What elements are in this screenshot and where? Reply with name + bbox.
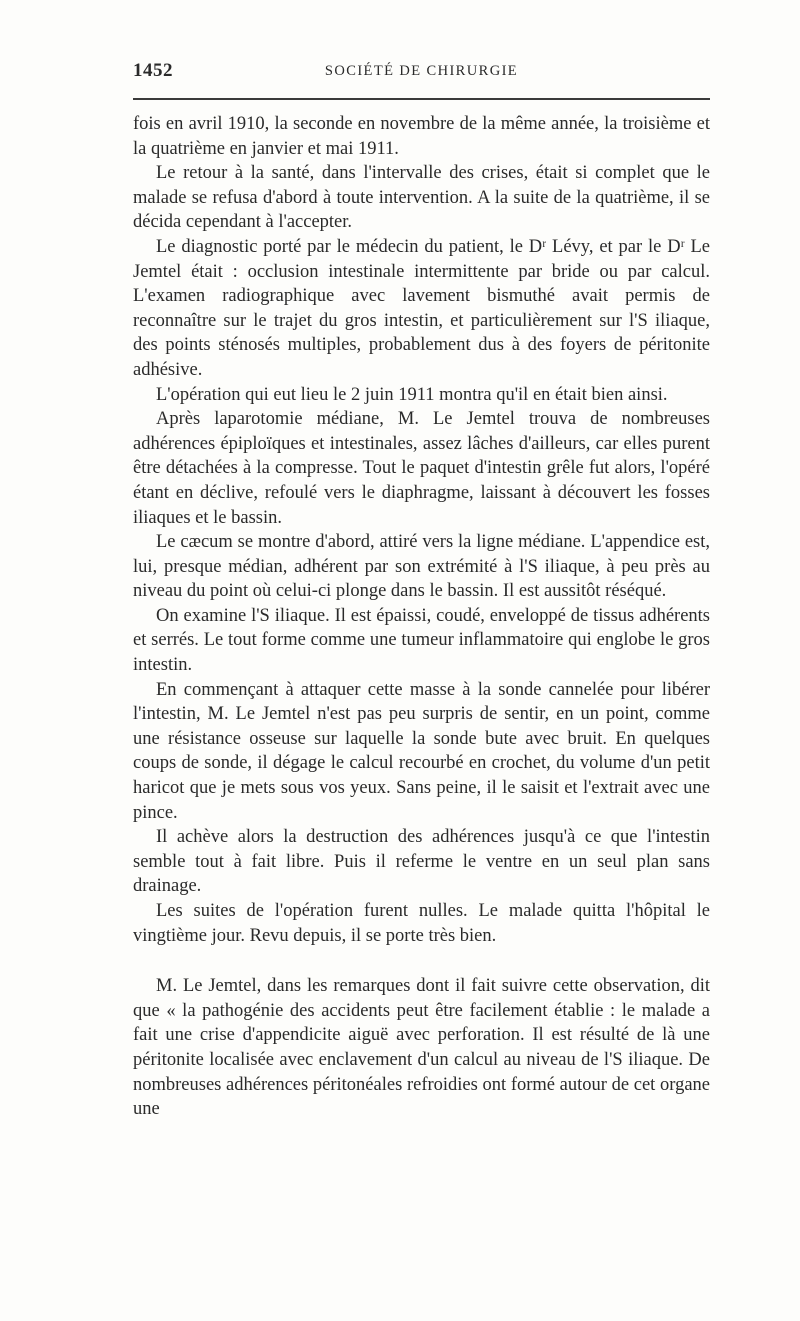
running-head: SOCIÉTÉ DE CHIRURGIE bbox=[324, 63, 519, 79]
paragraph: On examine l'S iliaque. Il est épaissi, coudé, enveloppé de tissus adhérents et serrés. Le tout forme comme une tumeur inflammatoire qui englobe le gros intestin. bbox=[133, 605, 710, 676]
paragraph: En commençant à attaquer cette masse à la sonde cannelée pour libérer l'intestin, M. Le Jemtel n'est pas peu surpris de sentir, en un point, comme une résistance osseuse sur laquelle la sonde bute avec bruit. En quelques coups de sonde, il dégage le calcul recourbé en crochet, du volume d'un petit haricot que je mets sous vos yeux. Sans peine, il le saisit et l'extrait avec une pince. bbox=[133, 679, 710, 823]
paragraph: Le retour à la santé, dans l'intervalle des crises, était si complet que le malade se refusa d'abord à toute intervention. A la suite de la quatrième, il se décida cependant à l'accepter. bbox=[133, 163, 710, 233]
paragraph: L'opération qui eut lieu le 2 juin 1911 montra qu'il en était bien ainsi. bbox=[156, 384, 668, 405]
paragraph: Il achève alors la destruction des adhérences jusqu'à ce que l'intestin semble tout à fait libre. Puis il referme le ventre en un seul plan sans drainage. bbox=[133, 827, 710, 897]
paragraph: Les suites de l'opération furent nulles. Le malade quitta l'hôpital le vingtième jour. Revu depuis, il se porte très bien. bbox=[133, 901, 710, 946]
page-number: 1452 bbox=[133, 60, 173, 81]
paragraph: Après laparotomie médiane, M. Le Jemtel trouva de nombreuses adhérences épiploïques et intestinales, assez lâches d'ailleurs, car elles purent être détachées à la compresse. Tout le paquet d'intestin grêle fut alors, l'opéré étant en déclive, refoulé vers le diaphragme, laissant à découvert les fosses iliaques et le bassin. bbox=[133, 409, 710, 528]
body-text bbox=[133, 112, 710, 1122]
paragraph: Le cæcum se montre d'abord, attiré vers la ligne médiane. L'appendice est, lui, presque médian, adhérent par son extrémité à l'S iliaque, à peu près au niveau du point où celui-ci plonge dans le bassin. Il est aussitôt réséqué. bbox=[133, 532, 710, 602]
paragraph: fois en avril 1910, la seconde en novembre de la même année, la troisième et la quatrième en janvier et mai 1911. bbox=[133, 114, 710, 159]
paragraph: M. Le Jemtel, dans les remarques dont il fait suivre cette observation, dit que « la pathogénie des accidents peut être facilement établie : le malade a fait une crise d'appendicite aiguë avec perforation. Il est résulté de là une péritonite localisée avec enclavement d'un calcul au niveau de l'S iliaque. De nombreuses adhérences péritonéales refroidies ont formé autour de cet organe une bbox=[133, 976, 710, 1120]
header-rule bbox=[133, 98, 710, 100]
page-header bbox=[133, 60, 710, 84]
paragraph: Le diagnostic porté par le médecin du patient, le Dʳ Lévy, et par le Dʳ Le Jemtel était : occlusion intestinale intermittente par bride ou par calcul. L'examen radiographique avec lavement bismuthé avait permis de reconnaître sur le trajet du gros intestin, et particulièrement sur l'S iliaque, des points sténosés multiples, probablement dus à des foyers de péritonite adhésive. bbox=[133, 236, 710, 380]
